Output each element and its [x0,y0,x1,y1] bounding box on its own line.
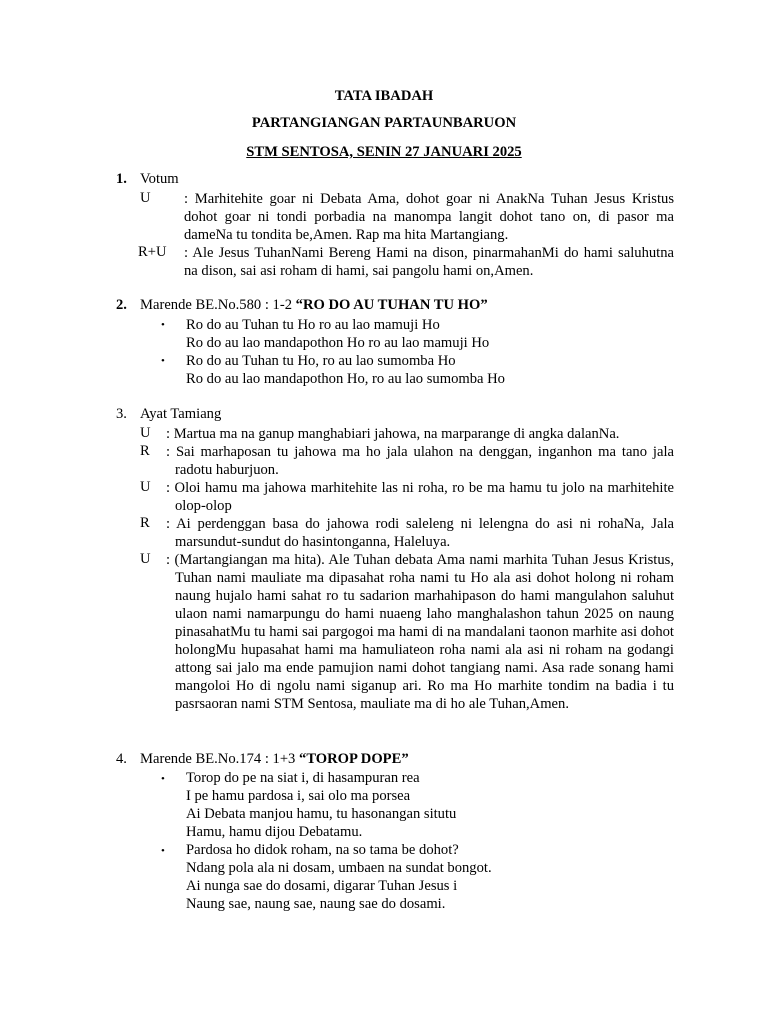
section-heading: Ayat Tamiang [140,406,222,422]
song-line: Torop do pe na siat i, di hasampuran rea [186,770,420,786]
responsive-text: : Ai perdenggan basa do jahowa rodi saleleng ni lelengna do asi ni rohaNa, Jala marsundut-sundut do hasintonganna, Haleluya. [166,516,674,550]
section-heading: Votum [140,171,179,187]
song-line: Ro do au Tuhan tu Ho ro au lao mamuji Ho [186,317,440,333]
song-line: Hamu, hamu dijou Debatamu. [186,824,363,840]
votum-response-text: : Ale Jesus TuhanNami Bereng Hami na dison, pinarmahanMi do hami saluhutna na dison, sai asi roham di hami, sai pangolu hami on,Amen. [184,245,674,279]
section-votum [116,171,676,281]
song-line: I pe hamu pardosa i, sai olo ma porsea [186,788,411,804]
section-heading: Marende BE.No.174 : 1+3 “TOROP DOPE” [140,751,409,767]
bullet-icon: • [161,319,165,331]
section-ayat-tamiang [116,406,676,736]
song-line: Ndang pola ala ni dosam, umbaen na sundat bongot. [186,860,492,876]
document-subtitle: PARTANGIANGAN PARTAUNBARUON [251,115,517,131]
section-number: 3. [116,406,127,422]
song-line: Ai nunga sae do dosami, digarar Tuhan Jesus i [186,878,458,894]
section-number: 4. [116,751,127,767]
bullet-icon: • [161,355,165,367]
speaker-label: R+U [138,244,167,260]
bullet-icon: • [161,845,165,857]
section-number: 1. [116,171,127,187]
section-heading: Marende BE.No.580 : 1-2 “RO DO AU TUHAN TU HO” [140,297,488,313]
song-line: Pardosa ho didok roham, na so tama be dohot? [186,842,459,858]
section-song-174 [116,751,676,921]
document-date-heading: STM SENTOSA, SENIN 27 JANUARI 2025 [246,144,522,160]
responsive-text: : Oloi hamu ma jahowa marhitehite las ni roha, ro be ma hamu tu jolo na marhitehite olop-olop [166,480,674,514]
song-line: Ro do au Tuhan tu Ho, ro au lao sumomba Ho [186,353,456,369]
song-line: Ai Debata manjou hamu, tu hasonangan situtu [186,806,457,822]
responsive-text: : Martua ma na ganup manghabiari jahowa, na marparange di angka dalanNa. [166,426,620,442]
bullet-icon: • [161,773,165,785]
speaker-label: R [140,515,150,531]
responsive-text: : Sai marhaposan tu jahowa ma ho jala ulahon na denggan, inganhon ma tano jala radotu haburjuon. [166,444,674,478]
speaker-label: U [140,425,151,441]
speaker-label: R [140,443,150,459]
prayer-text: : (Martangiangan ma hita). Ale Tuhan debata Ama nami marhita Tuhan Jesus Kristus, Tuhan nami mauliate ma dipasahat roha nami tu Ho ala asi dohot holong ni roham naung hujalo hami sahat ro tu sadarion marhahipason do hami mangulahon saluhut ulaon nami namarpungu do hami nuaeng laho manghalashon tahun 2025 on naung pinasahatMu tu hami sai pargogoi ma hami di na mandalani taonon marhite asi dohot holongMu hupasahat hami ma hamuliateon roha nami ala asi ni roham na godangi attong sai jalo ma ende pamujion nami dohot tangiang nami. Asa rade sonang hami mangoloi Ho di ngolu nami siganup ari. Ro ma Ho marhite tondim na badia i tu pasrsaoran nami STM Sentosa, mauliate ma di ho ale Tuhan,Amen. [166,552,674,712]
speaker-label: U [140,551,151,567]
section-number: 2. [116,297,127,313]
section-song-580 [116,297,676,397]
song-line: Ro do au lao mandapothon Ho, ro au lao sumomba Ho [186,371,505,387]
speaker-label: U [140,479,151,495]
votum-text: : Marhitehite goar ni Debata Ama, dohot goar ni AnakNa Tuhan Jesus Kristus dohot goar ni tondi porbadia na manompa langit dohot tano on, di pasor ma dameNa tu tondita be,Amen. Rap ma hita Martangiang. [184,191,674,243]
song-line: Naung sae, naung sae, naung sae do dosami. [186,896,446,912]
document-title: TATA IBADAH [334,88,434,104]
speaker-label: U [140,190,151,206]
song-line: Ro do au lao mandapothon Ho ro au lao mamuji Ho [186,335,490,351]
